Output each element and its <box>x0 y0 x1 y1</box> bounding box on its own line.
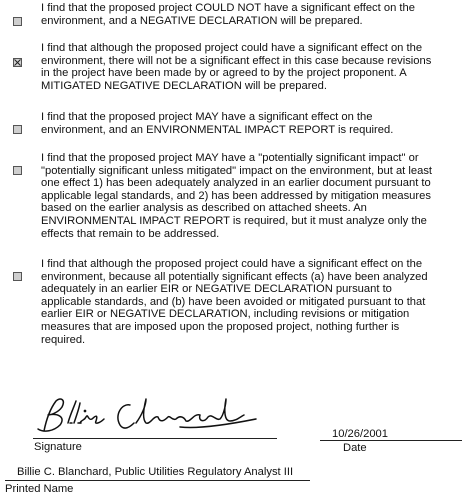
check-x-icon <box>14 59 21 66</box>
date-label: Date <box>343 442 367 454</box>
determination-checkbox[interactable] <box>13 125 22 134</box>
printed-name-value[interactable]: Billie C. Blanchard, Public Utilities Regulatory Analyst III <box>17 466 294 478</box>
signature-line <box>33 438 277 439</box>
determination-text: I find that although the proposed project could have a significant effect on the environment, because all potentially significant effects (a) have been analyzed adequately in an earlier EIR or NEGATIVE DECLARATION pursuant to applicable standards, and (b) have been avoided or mitigated pursuant to that earlier EIR or NEGATIVE DECLARATION, including revisions or mitigation measures that are imposed upon the proposed project, nothing further is required. <box>41 258 428 346</box>
printed-name-label: Printed Name <box>5 483 74 495</box>
determination-text: I find that the proposed project COULD NOT have a significant effect on the environment, and a NEGATIVE DECLARATION will be prepared. <box>41 2 415 27</box>
signature-label: Signature <box>34 441 82 453</box>
determination-text: I find that although the proposed project could have a significant effect on the environment, there will not be a significant effect in this case because revisions in the project have been made by or agreed to by the project proponent. A MITIGATED NEGATIVE DECLARATION will be prepared. <box>41 42 432 92</box>
determination-checkbox[interactable] <box>13 166 22 175</box>
determination-checkbox[interactable] <box>13 272 22 281</box>
handwritten-signature <box>30 393 270 441</box>
printed-name-line <box>5 480 310 481</box>
determination-checkbox[interactable] <box>13 17 22 26</box>
determination-checkbox-checked[interactable] <box>13 58 22 67</box>
determination-text: I find that the proposed project MAY have a "potentially significant impact" or "potentially significant unless mitigated" impact on the environment, but at least one effect 1) has been adequately analyzed in an earlier document pursuant to applicable legal standards, and 2) has been addressed by mitigation measures based on the earlier analysis as described on attached sheets. An ENVIRONMENTAL IMPACT REPORT is required, but it must analyze only the effects that remain to be addressed. <box>41 152 433 240</box>
date-line <box>320 440 462 441</box>
determination-text: I find that the proposed project MAY have a significant effect on the environment, and an ENVIRONMENTAL IMPACT REPORT is required. <box>41 111 394 136</box>
date-value[interactable]: 10/26/2001 <box>332 428 388 440</box>
